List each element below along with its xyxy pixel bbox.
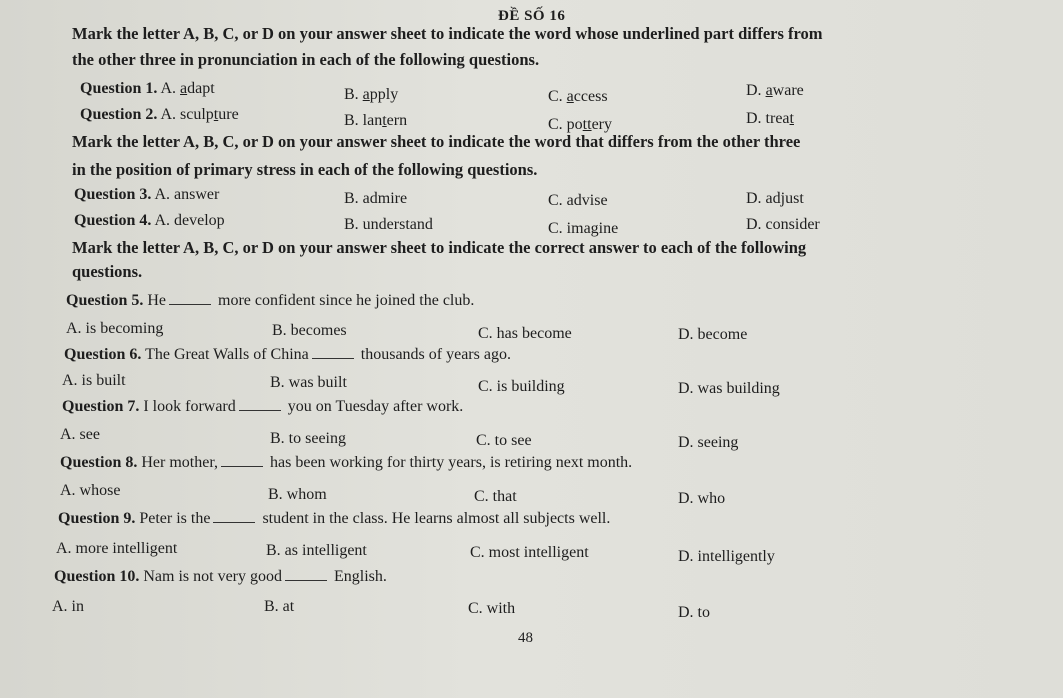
option-a: A. whose (60, 482, 121, 499)
option-d: D. treat (746, 110, 794, 127)
instruction-line: in the position of primary stress in each of the following questions. (72, 160, 538, 179)
answer-blank (213, 510, 255, 523)
option-c: C. is building (478, 378, 565, 395)
question-stem: I look forward (143, 398, 236, 415)
question-5 (66, 292, 474, 310)
option-b: B. admire (344, 190, 408, 207)
question-label: Question 8. (60, 454, 138, 471)
question-label: Question 10. (54, 568, 140, 585)
answer-blank (169, 292, 211, 305)
option-b: B. lantern (344, 112, 408, 129)
option-c: C. advise (548, 192, 608, 209)
question-label: Question 7. (62, 398, 140, 415)
question-2 (80, 106, 239, 124)
option-a: A. sculpture (160, 106, 239, 123)
option-d: D. who (678, 490, 726, 507)
question-stem: Her mother, (141, 454, 219, 471)
question-label: Question 6. (64, 346, 142, 363)
question-7 (62, 398, 463, 416)
question-stem: you on Tuesday after work. (287, 398, 464, 415)
option-b: B. becomes (272, 322, 347, 339)
question-label: Question 9. (58, 510, 136, 527)
option-b: B. apply (344, 86, 399, 103)
option-a: A. is built (62, 372, 126, 389)
answer-blank (239, 398, 281, 411)
question-3 (74, 186, 219, 204)
option-c: C. access (548, 88, 608, 105)
option-d: D. adjust (746, 190, 804, 207)
instruction-line: Mark the letter A, B, C, or D on your answer sheet to indicate the word that differs from the other three (72, 132, 801, 151)
option-c: C. pottery (548, 116, 612, 133)
option-c: C. most intelligent (470, 544, 589, 561)
question-stem: He (147, 292, 166, 309)
question-stem: more confident since he joined the club. (218, 292, 475, 309)
option-c: C. has become (478, 325, 572, 342)
question-stem: Peter is the (139, 510, 211, 527)
answer-blank (285, 568, 327, 581)
option-a: A. develop (154, 212, 225, 229)
instruction-line: the other three in pronunciation in each of the following questions. (72, 50, 540, 69)
option-b: B. to seeing (270, 430, 346, 447)
option-d: D. consider (746, 216, 820, 233)
answer-blank (221, 454, 263, 467)
page-number: 48 (518, 630, 533, 646)
option-c: C. imagine (548, 220, 619, 237)
question-stem: Nam is not very good (143, 568, 282, 585)
option-d: D. seeing (678, 434, 739, 451)
question-stem: English. (334, 568, 387, 585)
option-c: C. with (468, 600, 516, 617)
question-6 (64, 346, 511, 364)
instruction-line: Mark the letter A, B, C, or D on your answer sheet to indicate the word whose underlined part differs from (72, 24, 823, 43)
option-a: A. in (52, 598, 84, 615)
question-stem: has been working for thirty years, is retiring next month. (270, 454, 633, 471)
question-stem: student in the class. He learns almost all subjects well. (262, 510, 611, 527)
question-1 (80, 80, 215, 98)
option-d: D. was building (678, 380, 780, 397)
option-d: D. intelligently (678, 548, 775, 565)
option-b: B. understand (344, 216, 433, 233)
option-a: A. is becoming (66, 320, 164, 337)
question-label: Question 5. (66, 292, 144, 309)
question-10 (54, 568, 387, 586)
question-9 (58, 510, 610, 528)
option-d: D. become (678, 326, 748, 343)
question-4 (74, 212, 225, 230)
question-stem: thousands of years ago. (360, 346, 511, 363)
option-a: A. see (60, 426, 100, 443)
option-a: A. answer (154, 186, 220, 203)
instruction-line: questions. (72, 262, 143, 281)
option-d: D. aware (746, 82, 804, 99)
option-c: C. to see (476, 432, 532, 449)
question-label: Question 2. (80, 106, 158, 123)
question-stem: The Great Walls of China (145, 346, 309, 363)
option-b: B. at (264, 598, 295, 615)
question-label: Question 3. (74, 186, 152, 203)
question-8 (60, 454, 632, 472)
option-b: B. as intelligent (266, 542, 367, 559)
question-label: Question 1. (80, 80, 158, 97)
option-b: B. whom (268, 486, 327, 503)
page-title: ĐỀ SỐ 16 (498, 8, 566, 24)
instruction-line: Mark the letter A, B, C, or D on your answer sheet to indicate the correct answer to each of the following (72, 238, 807, 257)
option-b: B. was built (270, 374, 347, 391)
option-d: D. to (678, 604, 710, 621)
question-label: Question 4. (74, 212, 152, 229)
option-a: A. adapt (160, 80, 215, 97)
option-c: C. that (474, 488, 517, 505)
answer-blank (312, 346, 354, 359)
option-a: A. more intelligent (56, 540, 178, 557)
